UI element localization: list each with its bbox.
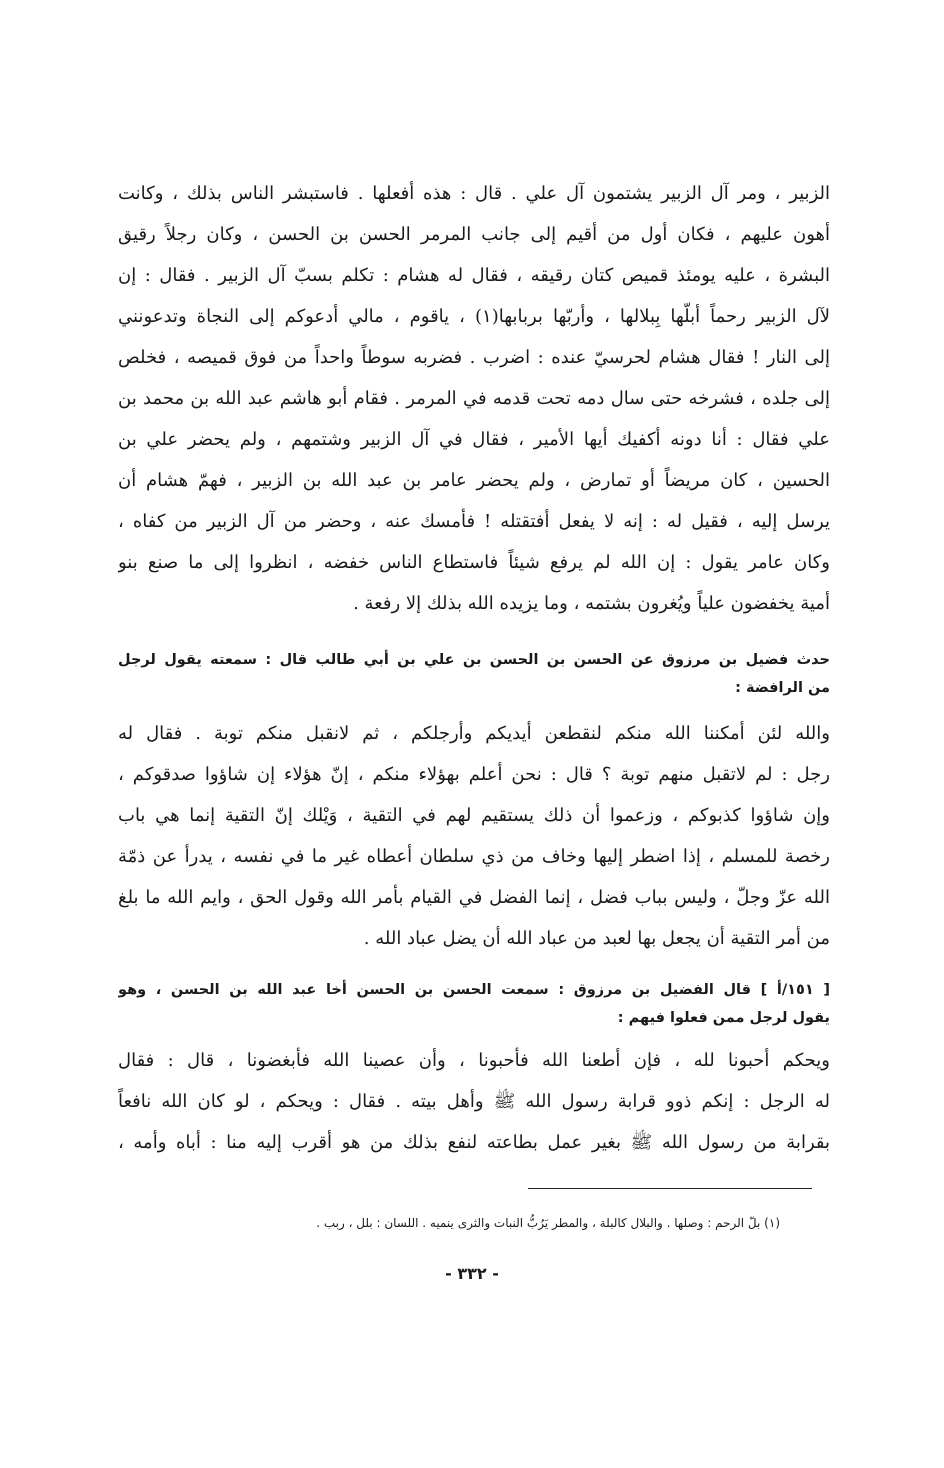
- header-line: حدث فضيل بن مرزوق عن الحسن بن الحسن بن علي بن أبي طالب قال : سمعته يقول لرجل: [118, 652, 830, 668]
- text-line: الحسين ، كان مريضاً أو تمارض ، ولم يحضر عامر بن عبد الله بن الزبير ، فهمّ هشام أن: [118, 470, 830, 491]
- text-line: له الرجل : إنكم ذوو قرابة رسول الله ﷺ وأهل بيته . فقال : ويحكم ، لو كان الله نافعاً: [118, 1091, 830, 1112]
- text-line: الزبير ، ومر آل الزبير يشتمون آل علي . قال : هذه أفعلها . فاستبشر الناس بذلك ، وكانت: [118, 183, 830, 204]
- header-line: [ ١٥١/أ ] قال الفضيل بن مرزوق : سمعت الحسن بن الحسن أخا عبد الله بن الحسن ، وهو: [118, 982, 830, 998]
- text-line: بقرابة من رسول الله ﷺ بغير عمل بطاعته لنفع بذلك من هو أقرب إليه منا : أباه وأمه ،: [118, 1132, 830, 1153]
- footnote: (١) بلّ الرحم : وصلها . والبلال كالبلة ، والمطر يَرُبُّ النبات والثرى ينميه . اللسان : بلل ، ربب .: [316, 1216, 780, 1230]
- narration-header-folio: [118, 976, 830, 1032]
- text-line: والله لئن أمكننا الله منكم لنقطعن أيديكم وأرجلكم ، ثم لانقبل منكم توبة . فقال له: [118, 723, 830, 744]
- text-line: إلى جلده ، فشرخه حتى سال دمه تحت قدمه في المرمر . فقام أبو هاشم عبد الله بن محمد بن: [118, 388, 830, 409]
- text-line: أمية يخفضون علياً ويُغرون بشتمه ، وما يزيده الله بذلك إلا رفعة .: [353, 593, 830, 614]
- text-line: علي فقال : أنا دونه أكفيك أيها الأمير ، فقال في آل الزبير وشتمهم ، ولم يحضر علي بن: [118, 429, 830, 450]
- text-line: البشرة ، عليه يومئذ قميص كتان رقيقه ، فقال له هشام : تكلم بسبّ آل الزبير . فقال : إن: [118, 265, 830, 286]
- footnote-separator: [528, 1188, 812, 1189]
- text-line: الله عزّ وجلّ ، وليس بباب فضل ، إنما الفضل في القيام بأمر الله وقول الحق ، وايم الله ما بلغ: [118, 887, 830, 908]
- text-line: رخصة للمسلم ، إذا اضطر إليها وخاف من ذي سلطان أعطاه غير ما في نفسه ، يدرأ عن ذمّة: [118, 846, 830, 867]
- page-number: - ٣٣٢ -: [445, 1264, 499, 1283]
- text-line: لآل الزبير رحماً أبلّها بِبلالها ، وأربّها بربابها(١) ، ياقوم ، مالي أدعوكم إلى النجاة وتدعونني: [118, 306, 830, 327]
- paragraph-love-for-god: [118, 1040, 830, 1163]
- text-line: وكان عامر يقول : إن الله لم يرفع شيئاً فاستطاع الناس خفضه ، انظروا إلى ما صنع بنو: [118, 552, 830, 573]
- header-line: من الرافضة :: [735, 680, 830, 696]
- text-line: رجل : لم لاتقبل منهم توبة ؟ قال : نحن أعلم بهؤلاء منكم ، إنّ هؤلاء إن شاؤوا صدقوكم ،: [118, 764, 830, 785]
- paragraph-taqiyya: [118, 713, 830, 959]
- paragraph-hisham-and-hasan: [118, 173, 830, 624]
- text-line: إلى النار ! فقال هشام لحرسيّ عنده : اضرب . فضربه سوطاً واحداً من فوق قميصه ، فخلص: [118, 347, 830, 368]
- narration-header-fudayl: [118, 646, 830, 702]
- text-line: وإن شاؤوا كذبوكم ، وزعموا أن ذلك يستقيم لهم في التقية ، وَيْلك إنّ التقية إنما هي باب: [118, 805, 830, 826]
- header-line: يقول لرجل ممن فعلوا فيهم :: [617, 1010, 830, 1026]
- text-line: ويحكم أحبونا لله ، فإن أطعنا الله فأحبونا ، وأن عصينا الله فأبغضونا ، قال : فقال: [118, 1050, 830, 1071]
- text-line: يرسل إليه ، فقيل له : إنه لا يفعل أفتقتله ! فأمسك عنه ، وحضر من آل الزبير من كفاه ،: [118, 511, 830, 532]
- text-line: أهون عليهم ، فكان أول من أقيم إلى جانب المرمر الحسن بن الحسن ، وكان رجلاً رقيق: [118, 224, 830, 245]
- text-line: من أمر التقية أن يجعل بها لعبد من عباد الله أن يضل عباد الله .: [363, 928, 830, 949]
